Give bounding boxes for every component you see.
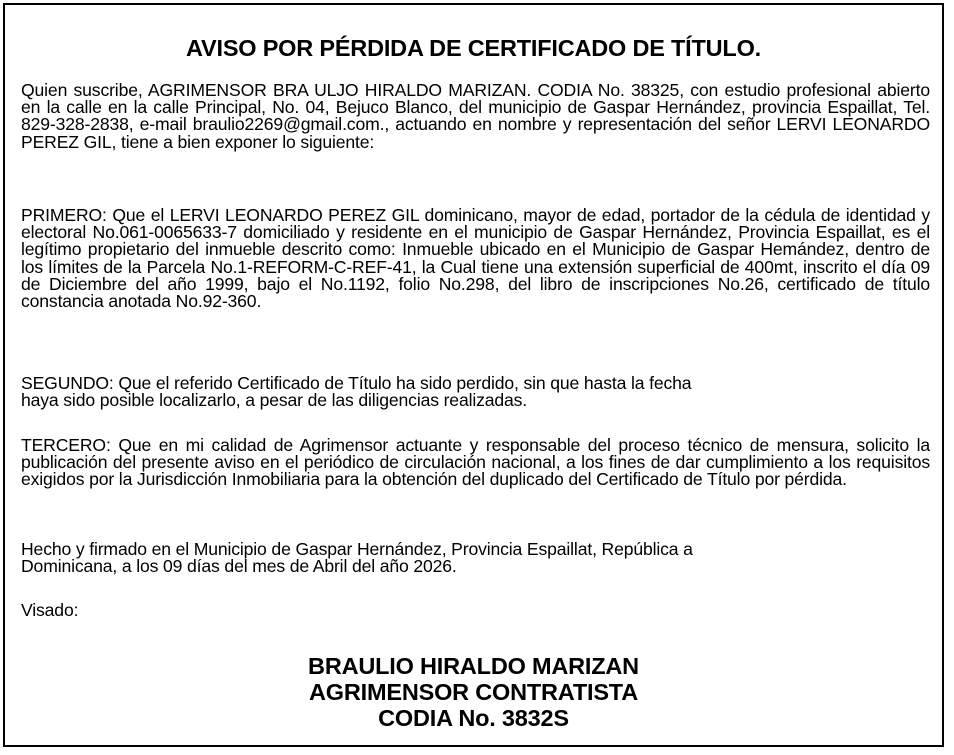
segundo-line-1: SEGUNDO: Que el referido Certificado de Título ha sido perdido, sin que hasta la fecha — [21, 373, 692, 393]
primero-paragraph: PRIMERO: Que el LERVI LEONARDO PEREZ GIL dominicano, mayor de edad, portador de la cédula de identidad y electoral No.061-0065633-7 domiciliado y residente en el municipio de Gaspar Hernández, Provincia Espaillat, es el legítimo propietario del inmueble descrito como: Inmueble ubicado en el Municipio de Gaspar Hemández, dentro de los límites de la Parcela No.1-REFORM-C-REF-41, la Cual tiene una extensión superficial de 400mt, inscrito el día 09 de Diciembre del año 1999, bajo el No.1192, folio No.298, del libro de inscripciones No.26, certificado de título constancia anotada No.92-360. — [21, 205, 930, 312]
tercero-paragraph: TERCERO: Que en mi calidad de Agrimensor actuante y responsable del proceso técnico de mensura, solicito la publicación del presente aviso en el periódico de circulación nacional, a los fines de dar cumplimiento a los requisitos exigidos por la Jurisdicción Inmobiliaria para la obtención del duplicado del Certificado de Título por pérdida. — [21, 435, 930, 490]
visado-label: Visado: — [21, 600, 79, 620]
intro-paragraph: Quien suscribe, AGRIMENSOR BRA ULJO HIRALDO MARIZAN. CODIA No. 38325, con estudio profesional abierto en la calle en la calle Principal, No. 04, Bejuco Blanco, del municipio de Gaspar Hernández, provincia Espaillat, Tel. 829-328-2838, e-mail braulio2269@gmail.com., actuando en nombre y representación del señor LERVI LEONARDO PEREZ GIL, tiene a bien exponer lo siguiente: — [21, 80, 930, 152]
notice-frame — [3, 3, 944, 747]
signature-codia: CODIA No. 3832S — [378, 705, 569, 731]
segundo-paragraph — [21, 375, 930, 409]
hecho-line-1: Hecho y firmado en el Municipio de Gaspar Hernández, Provincia Espaillat, República a — [21, 539, 693, 559]
hecho-paragraph — [21, 541, 930, 575]
signature-role: AGRIMENSOR CONTRATISTA — [309, 679, 638, 705]
hecho-line-2: Dominicana, a los 09 días del mes de Abril del año 2026. — [21, 556, 457, 577]
signature-name: BRAULIO HIRALDO MARIZAN — [308, 653, 639, 679]
notice-title: AVISO POR PÉRDIDA DE CERTIFICADO DE TÍTULO. — [185, 35, 761, 61]
segundo-line-2: haya sido posible localizarlo, a pesar de las diligencias realizadas. — [21, 390, 528, 411]
